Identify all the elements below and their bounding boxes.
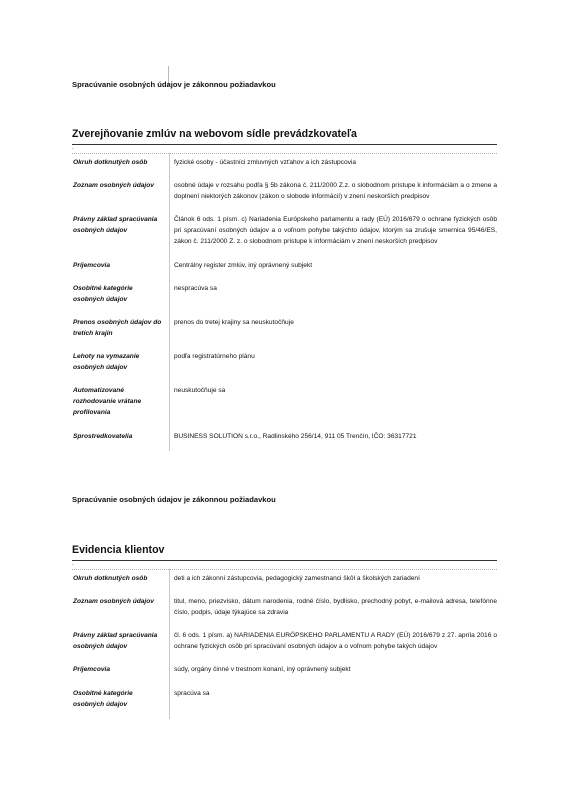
row-value: čl. 6 ods. 1 písm. a) NARIADENIA EURÓPSKEHO PARLAMENTU A RADY (EÚ) 2016/679 z 27. apríla 2016 o ochrane fyzických osôb pri spracúvaní osobných údajov a o voľnom pohybe takých údajov (174, 632, 497, 651)
table-row (72, 280, 497, 314)
row-value: Článok 6 ods. 1 písm. c) Nariadenia Európskeho parlamentu a rady (EÚ) 2016/679 o ochrane fyzických osôb pri spracúvaní osobných údajov a o voľnom pohybe takýchto údajov, ktorým sa zrušuje smernica 95/46/ES, zákon č. 211/2000 Z. z. o slobodnom prístupe k informáciám v znení neskorších predpisov (174, 216, 497, 246)
section-marker: . (72, 145, 74, 151)
row-value: BUSINESS SOLUTION s.r.o., Radlinského 256/14, 911 05 Trenčín, IČO: 36317721 (174, 432, 417, 440)
row-value: neuskutočňuje sa (174, 387, 226, 395)
row-label: Právny základ spracúvania osobných údajov (72, 627, 170, 661)
section-title: Zverejňovanie zmlúv na webovom sídle prevádzkovateľa (72, 127, 497, 145)
row-label: Prenos osobných údajov do tretích krajín (72, 314, 170, 348)
table-row (72, 685, 497, 719)
table-row (72, 661, 497, 684)
row-label: Osobitné kategórie osobných údajov (72, 280, 170, 314)
row-value: nespracúva sa (174, 284, 217, 292)
table-row (72, 154, 497, 178)
table-row (72, 382, 497, 427)
row-label: Lehoty na vymazanie osobných údajov (72, 348, 170, 382)
row-label: Príjemcovia (72, 661, 170, 684)
row-label: Právny základ spracúvania osobných údajov (72, 211, 170, 256)
row-value: podľa registratúrneho plánu (174, 353, 255, 361)
record-table-clients (72, 569, 497, 719)
row-label: Osobitné kategórie osobných údajov (72, 685, 170, 719)
section-heading-contracts (72, 127, 497, 151)
legal-basis-note-top: Spracúvanie osobných údajov je zákonnou požiadavkou (72, 80, 276, 89)
section-marker: . (72, 561, 74, 567)
row-label: Automatizované rozhodovanie vrátane profilovania (72, 382, 170, 427)
record-table-contracts (72, 153, 497, 451)
row-label: Okruh dotknutých osôb (72, 154, 170, 178)
row-value: fyzické osoby - účastníci zmluvných vzťahov a ich zástupcovia (170, 154, 498, 178)
table-row (72, 348, 497, 382)
row-value: deti a ich zákonní zástupcovia, pedagogický zamestnanci škôl a školských zariadení (170, 570, 498, 594)
row-label: Okruh dotknutých osôb (72, 570, 170, 594)
section-heading-clients (72, 543, 497, 567)
table-row (72, 177, 497, 211)
row-value: titul, meno, priezvisko, dátum narodenia, rodné číslo, bydlisko, prechodný pobyt, e-mailová adresa, telefónne číslo, podpis, údaje týkajúce sa zdravia (174, 598, 497, 617)
table-row (72, 314, 497, 348)
row-value: prenos do tretej krajiny sa neuskutočňuje (174, 318, 294, 326)
table-row (72, 627, 497, 661)
table-row (72, 570, 497, 594)
row-value: osobné údaje v rozsahu podľa § 5b zákona č. 211/2000 Z.z. o slobodnom prístupe k informáciám a o zmene a doplnení niektorých zákonov (zákon o slobode informácií) v znení neskorších predpisov (174, 182, 497, 201)
row-value: spracúva sa (174, 689, 210, 697)
table-row (72, 428, 497, 451)
table-row (72, 257, 497, 280)
row-value: Centrálny register zmlúv, iný oprávnený subjekt (174, 261, 313, 269)
legal-basis-note-bottom: Spracúvanie osobných údajov je zákonnou požiadavkou (72, 495, 276, 504)
row-label: Zoznam osobných údajov (72, 177, 170, 211)
row-label: Zoznam osobných údajov (72, 593, 170, 627)
row-value: súdy, orgány činné v trestnom konaní, iný oprávnený subjekt (174, 666, 351, 674)
table-row (72, 211, 497, 256)
table-row (72, 593, 497, 627)
row-label: Príjemcovia (72, 257, 170, 280)
section-title: Evidencia klientov (72, 543, 497, 561)
row-label: Sprostredkovatelia (72, 428, 170, 451)
